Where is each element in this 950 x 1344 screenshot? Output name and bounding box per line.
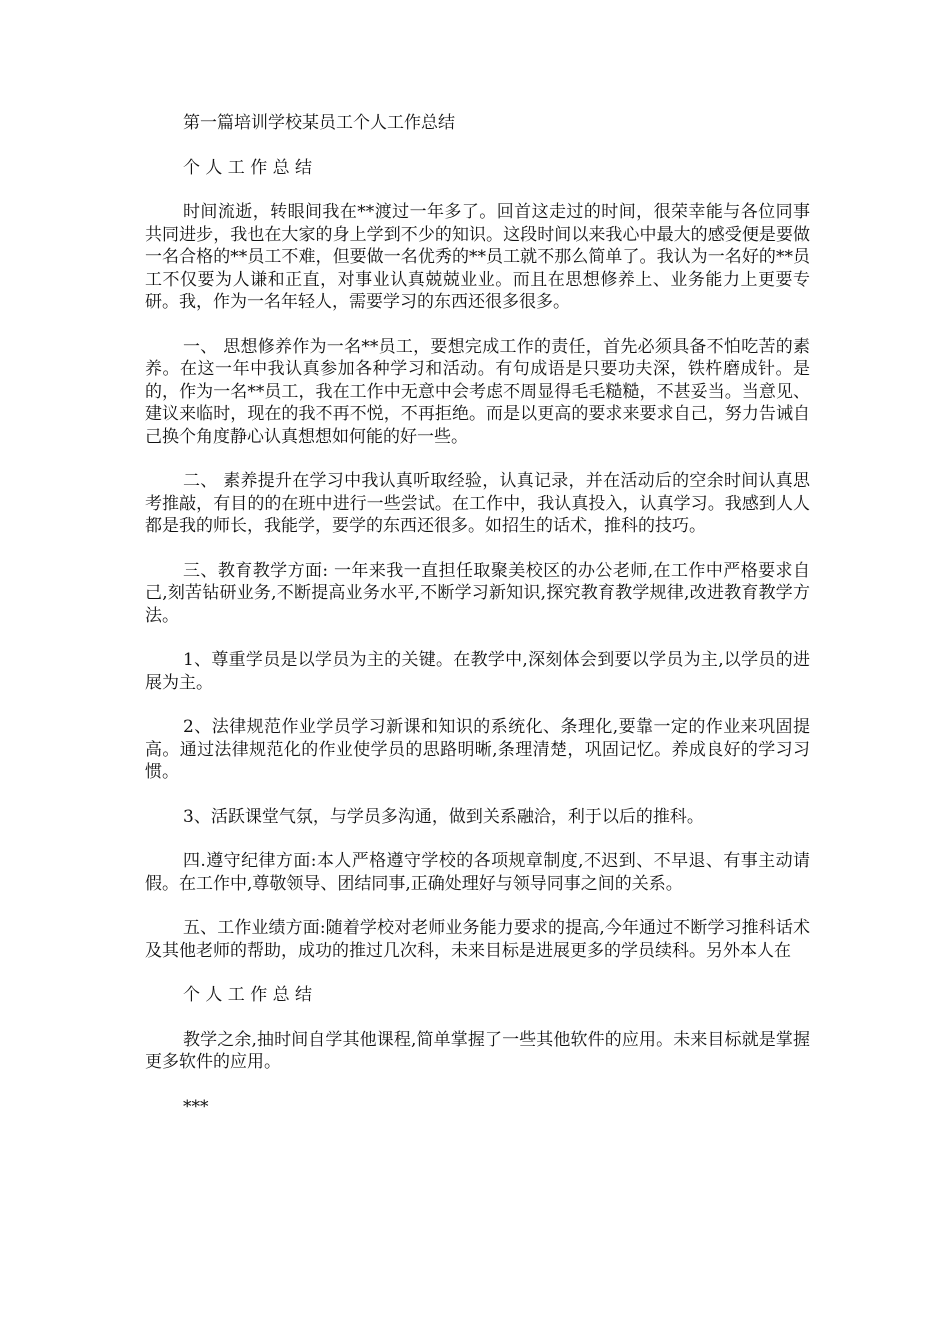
paragraph-item-1: 1、尊重学员是以学员为主的关键。在教学中,深刻体会到要以学员为主,以学员的进展为主。 (145, 650, 810, 693)
paragraph-section-4: 四.遵守纪律方面:本人严格遵守学校的各项规章制度,不迟到、不早退、有事主动请假。在工作中,尊敬领导、团结同事,正确处理好与领导同事之间的关系。 (145, 851, 810, 894)
paragraph-section-5: 五、工作业绩方面:随着学校对老师业务能力要求的提高,今年通过不断学习推科话术及其他老师的帮助，成功的推过几次科，未来目标是进展更多的学员续科。另外本人在 (145, 918, 810, 961)
paragraph-section-3: 三、教育教学方面: 一年来我一直担任取聚美校区的办公老师,在工作中严格要求自己,刻苦钻研业务,不断提高业务水平,不断学习新知识,探究教育教学规律,改进教育教学方法。 (145, 560, 810, 626)
document-page (145, 112, 810, 1140)
paragraph-section-1: 一、 思想修养作为一名**员工，要想完成工作的责任，首先必须具备不怕吃苦的素养。在这一年中我认真参加各种学习和活动。有句成语是只要功夫深，铁杵磨成针。是的，作为一名**员工，我在工作中无意中会考虑不周显得毛毛糙糙，不甚妥当。当意见、建议来临时，现在的我不再不悦，不再拒绝。而是以更高的要求来要求自己，努力告诫自己换个角度静心认真想想如何能的好一些。 (145, 336, 810, 447)
paragraph-intro: 时间流逝，转眼间我在**渡过一年多了。回首这走过的时间，很荣幸能与各位同事共同进步，我也在大家的身上学到不少的知识。这段时间以来我心中最大的感受便是要做一名合格的**员工不难，但要做一名优秀的**员工就不那么简单了。我认为一名好的**员工不仅要为人谦和正直，对事业认真兢兢业业。而且在思想修养上、业务能力上更要专研。我，作为一名年轻人，需要学习的东西还很多很多。 (145, 202, 810, 312)
document-subtitle-repeat: 个 人 工 作 总 结 (183, 985, 313, 1005)
document-title: 第一篇培训学校某员工个人工作总结 (183, 113, 455, 133)
paragraph-item-2: 2、法律规范作业学员学习新课和知识的系统化、条理化,要靠一定的作业来巩固提高。通过法律规范化的作业使学员的思路明晰,条理清楚，巩固记忆。养成良好的学习习惯。 (145, 717, 810, 782)
paragraph-closing: 教学之余,抽时间自学其他课程,简单掌握了一些其他软件的应用。未来目标就是掌握更多软件的应用。 (145, 1029, 810, 1072)
paragraph-item-3: 3、活跃课堂气氛，与学员多沟通，做到关系融洽，利于以后的推科。 (183, 806, 704, 827)
end-mark: *** (183, 1096, 209, 1117)
document-subtitle: 个 人 工 作 总 结 (183, 157, 313, 178)
paragraph-section-2: 二、 素养提升在学习中我认真听取经验，认真记录，并在活动后的空余时间认真思考推敲，有目的的在班中进行一些尝试。在工作中，我认真投入，认真学习。我感到人人都是我的师长，我能学，要学的东西还很多。如招生的话术，推科的技巧。 (145, 471, 810, 536)
